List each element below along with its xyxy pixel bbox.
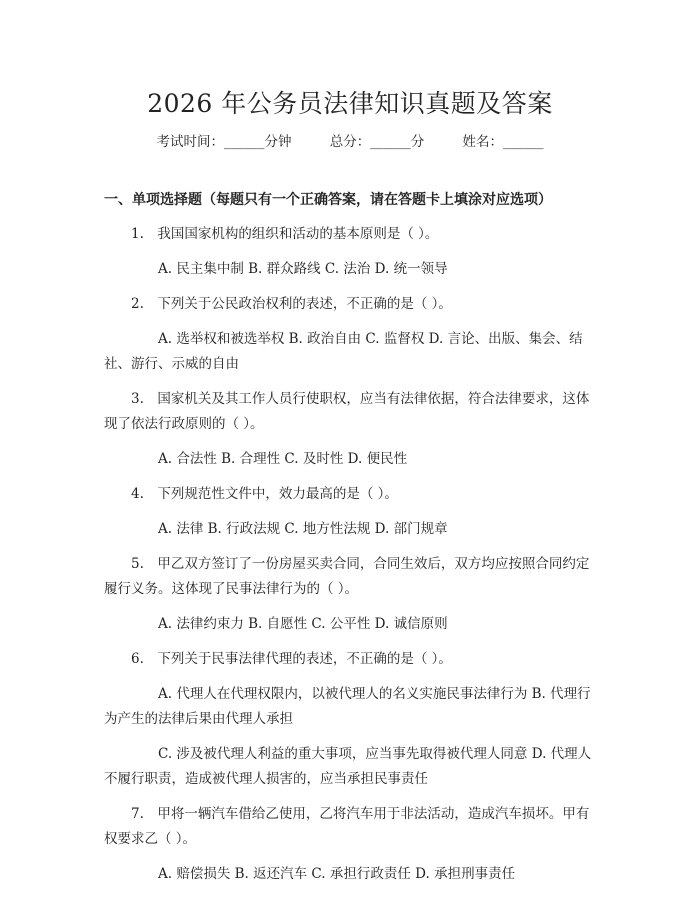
question-text: 3. 国家机关及其工作人员行使职权，应当有法律依据，符合法律要求，这体现了依法行政原则的（ ）。 (104, 391, 590, 432)
exam-info-line (0, 130, 700, 150)
question-list (104, 222, 596, 897)
answer-options: C. 涉及被代理人利益的重大事项，应当事先取得被代理人同意 D. 代理人不履行职责，造成被代理人损害的，应当承担民事责任 (104, 746, 592, 787)
question-text: 6. 下列关于民事法律代理的表述，不正确的是（ ）。 (131, 651, 452, 667)
name-field: 姓名：______ (462, 134, 544, 150)
question-text: 1. 我国国家机构的组织和活动的基本原则是（ ）。 (131, 226, 439, 242)
total-score-field: 总分：______分 (329, 134, 425, 150)
answer-options: A. 代理人在代理权限内，以被代理人的名义实施民事法律行为 B. 代理行为产生的法律后果由代理人承担 (104, 686, 591, 727)
answer-options: A. 民主集中制 B. 群众路线 C. 法治 D. 统一领导 (158, 261, 448, 277)
section-heading: 一、单项选择题（每题只有一个正确答案，请在答题卡上填涂对应选项） (104, 192, 552, 208)
answer-options: A. 法律 B. 行政法规 C. 地方性法规 D. 部门规章 (158, 521, 448, 537)
answer-options: A. 合法性 B. 合理性 C. 及时性 D. 便民性 (158, 451, 408, 467)
answer-options: A. 赔偿损失 B. 返还汽车 C. 承担行政责任 D. 承担刑事责任 (158, 866, 516, 882)
page-title: 2026 年公务员法律知识真题及答案 (147, 89, 553, 118)
answer-options: A. 法律约束力 B. 自愿性 C. 公平性 D. 诚信原则 (158, 616, 448, 632)
question-text: 7. 甲将一辆汽车借给乙使用，乙将汽车用于非法活动，造成汽车损坏。甲有权要求乙（ ）。 (104, 806, 590, 847)
question-text: 4. 下列规范性文件中，效力最高的是（ ）。 (131, 486, 398, 502)
question-text: 2. 下列关于公民政治权利的表述，不正确的是（ ）。 (131, 296, 452, 312)
exam-time-field: 考试时间：______分钟 (156, 134, 292, 150)
question-text: 5. 甲乙双方签订了一份房屋买卖合同，合同生效后，双方均应按照合同约定履行义务。这体现了民事法律行为的（ ）。 (104, 556, 590, 597)
answer-options: A. 选举权和被选举权 B. 政治自由 C. 监督权 D. 言论、出版、集会、结社、游行、示威的自由 (104, 331, 583, 372)
